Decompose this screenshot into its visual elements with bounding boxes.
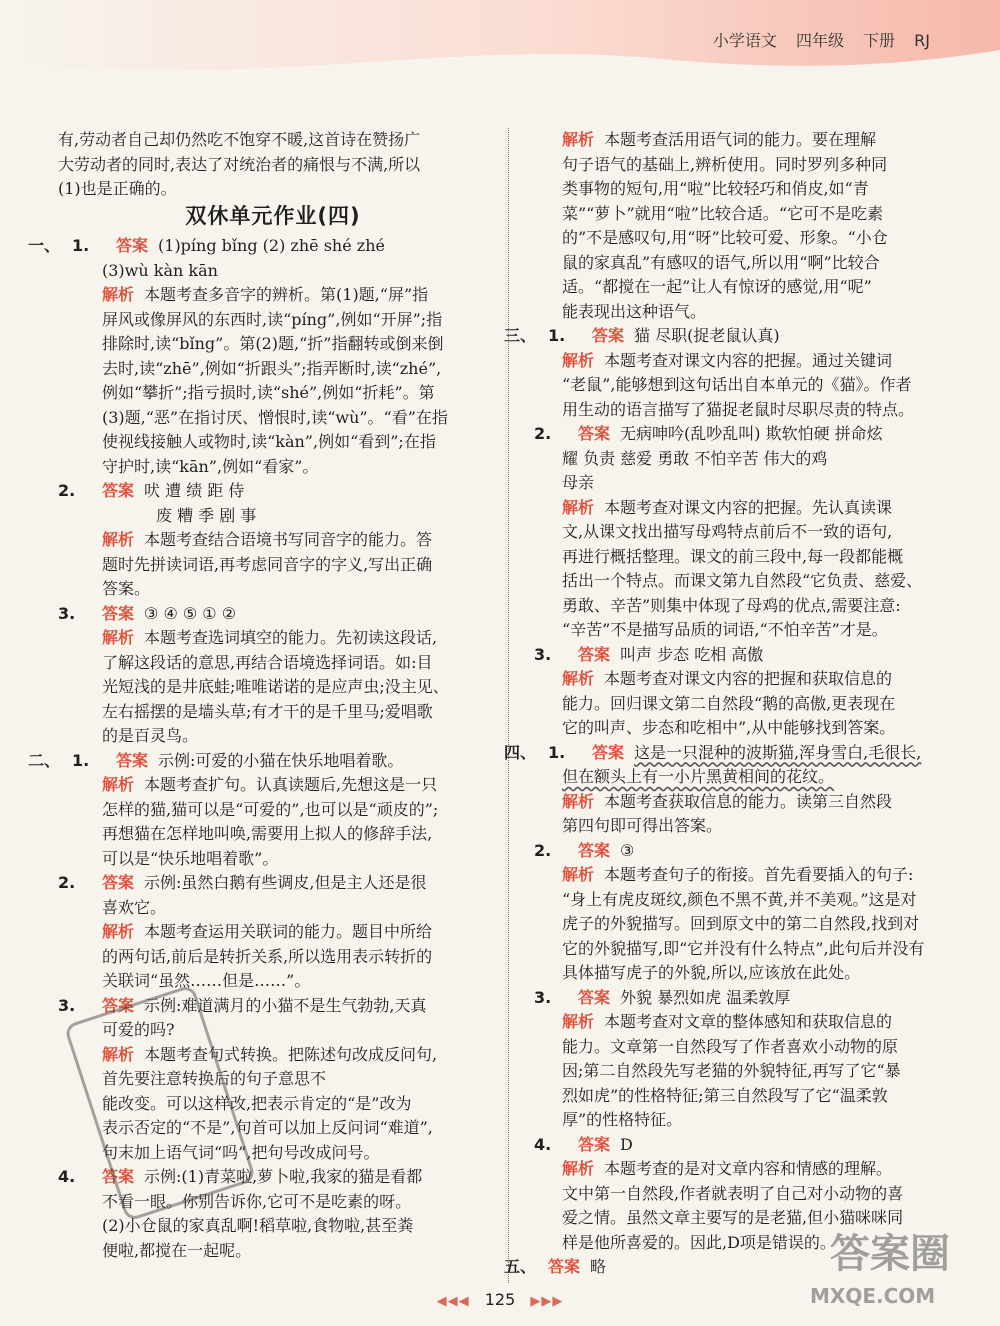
analysis-line: 本题考查获取信息的能力。读第三自然段 [604,791,893,811]
section-label-4: 四、 [504,742,537,762]
analysis-line: 答案。 [102,579,151,598]
answer-tag: 答案 [102,873,135,892]
analysis-tag: 解析 [102,922,135,941]
prev-arrows-icon: ◀◀◀ [436,1294,470,1309]
analysis-tag: 解析 [562,791,595,811]
q-num: 1. [548,742,566,762]
analysis-line: 去时,读“zhē”,例如“折跟头”;指弄断时,读“zhé”, [102,358,442,378]
answer-text: 母亲 [562,473,595,492]
analysis-line: 本题考查运用关联词的能力。题目中所给 [144,922,433,941]
analysis-line: 用生动的语言描写了猫捉老鼠时尽职尽责的特点。 [562,399,915,419]
q-num: 3. [534,987,552,1007]
answer-text: 耀 负责 慈爱 勇敢 不怕辛苦 伟大的鸡 [562,448,828,468]
section-title: 双休单元作业(四) [185,203,361,228]
answer-tag: 答案 [116,750,149,770]
left-lead-2: 大劳动者的同时,表达了对统治者的痛恨与不满,所以 [58,154,421,174]
answer-tag: 答案 [102,603,135,623]
analysis-line: 句子语气的基础上,辨析使用。同时罗列多种同 [562,154,888,174]
answer-text: (3)wù kàn kān [102,260,218,280]
analysis-line: 本题考查对课文内容的把握。通过关键词 [604,350,893,370]
answer-text: 喜欢它。 [102,897,167,917]
answer-tag: 答案 [592,326,625,345]
analysis-tag: 解析 [102,285,135,304]
answer-tag: 答案 [578,840,611,860]
analysis-line: 本题考查活用语气词的能力。要在理解 [604,130,877,149]
analysis-tag: 解析 [562,130,595,149]
analysis-line: 因;第二自然段先写老猫的外貌特征,再写了它“暴 [562,1061,901,1080]
answer-text: 叫声 步态 吃相 高傲 [620,644,764,664]
answer-text: 示例:难道满月的小猫不是生气勃勃,天真 [144,995,427,1015]
answer-text: 示例:可爱的小猫在快乐地唱着歌。 [158,750,404,770]
section-label-1: 一、 [28,236,61,255]
answer-tag: 答案 [548,1257,581,1276]
analysis-line: 怎样的猫,猫可以是“可爱的”,也可以是“顽皮的”; [102,799,439,819]
answer-text: 示例:虽然白鹅有些调皮,但是主人还是很 [144,873,427,892]
analysis-line: 菜”“萝卜”就用“啦”比较合适。“它可不是吃素 [562,203,884,223]
analysis-line: 使视线接触人或物时,读“kàn”,例如“看到”;在指 [102,432,436,451]
q-num: 1. [548,326,566,345]
analysis-tag: 解析 [102,628,135,647]
q-num: 3. [534,644,552,664]
answer-text: 无病呻吟(乱吵乱叫) 欺软怕硬 拼命炫 [620,424,883,443]
analysis-tag: 解析 [562,669,595,688]
answer-text: 但在额头上有一小片黑黄相间的花纹。 [562,767,835,786]
analysis-line: 第四句即可得出答案。 [562,816,723,835]
analysis-line: 关联词“虽然……但是……”。 [102,971,311,990]
analysis-line: 能力。文章第一自然段写了作者喜欢小动物的原 [562,1036,899,1056]
analysis-line: 本题考查句子的衔接。首先看要插入的句子: [604,865,914,884]
analysis-line: 勇敢、辛苦”则集中体现了母鸡的优点,需要注意: [562,595,901,615]
analysis-line: 首先要注意转换后的句子意思不 [102,1069,327,1088]
answer-text: 可爱的吗? [102,1020,175,1039]
analysis-line: 括出一个特点。而课文第九自然段“它负责、慈爱、 [562,571,923,590]
q-num: 1. [72,236,90,255]
q-num: 3. [58,995,76,1015]
next-arrows-icon: ▶▶▶ [530,1294,564,1309]
analysis-line: 适。“都搅在一起”让人有惊讶的感觉,用“呢” [562,277,872,296]
analysis-line: 排除时,读“bǐng”。第(2)题,“折”指翻转或倒来倒 [102,334,444,353]
answer-text: 外貌 暴烈如虎 温柔敦厚 [620,987,791,1007]
page-footer [0,1290,1000,1309]
answer-text: 略 [590,1257,607,1276]
header-edition: RJ [914,31,930,50]
q-num: 2. [58,873,76,892]
analysis-line: 能力。回归课文第二自然段“鹅的高傲,更表现在 [562,693,896,713]
analysis-line: 具体描写虎子的外貌,所以,应该放在此处。 [562,963,861,982]
analysis-line: “老鼠”,能够想到这句话出自本单元的《猫》。作者 [562,375,912,394]
analysis-line: (3)题,“恶”在指讨厌、憎恨时,读“wù”。“看”在指 [102,407,448,427]
analysis-line: 屏风或像屏风的东西时,读“píng”,例如“开屏”;指 [102,309,443,329]
analysis-tag: 解析 [562,497,595,517]
answer-tag: 答案 [592,742,625,762]
analysis-tag: 解析 [562,1159,595,1178]
analysis-line: 了解这段话的意思,再结合语境选择词语。如:目 [102,652,433,672]
analysis-line: 再进行概括整理。课文的前三段中,每一段都能概 [562,546,904,566]
section-label-3: 三、 [504,326,537,345]
analysis-line: 的两句话,前后是转折关系,所以选用表示转折的 [102,946,433,966]
answer-text: D [620,1134,633,1154]
analysis-line: 例如“攀折”;指亏损时,读“shé”,例如“折耗”。第 [102,383,435,402]
analysis-line: 本题考查对课文内容的把握和获取信息的 [604,669,893,688]
analysis-tag: 解析 [562,865,595,884]
analysis-line: 本题考查结合语境书写同音字的能力。答 [144,530,433,549]
answer-text: 废 糟 季 剧 事 [156,505,257,525]
analysis-tag: 解析 [562,1012,595,1031]
analysis-line: 表示否定的“不是”,句首可以加上反问词“难道”, [102,1118,433,1137]
answer-tag: 答案 [102,1167,135,1186]
analysis-line: 的是百灵鸟。 [102,726,199,745]
analysis-line: 文中第一自然段,作者就表明了自己对小动物的喜 [562,1183,904,1203]
analysis-line: 文,从课文找出描写母鸡特点前后不一致的语句, [562,522,893,541]
q-num: 3. [58,603,76,623]
page-number: 125 [484,1290,516,1309]
section-label-5: 五、 [504,1257,537,1276]
analysis-line: 能表现出这种语气。 [562,301,707,321]
q-num: 2. [534,424,552,443]
analysis-line: 本题考查扩句。认真读题后,先想这是一只 [144,775,438,794]
analysis-line: “辛苦”不是描写品质的词语,“不怕辛苦”才是。 [562,620,888,639]
analysis-line: 烈如虎”的性格特征;第三自然段写了它“温柔敦 [562,1085,888,1105]
answer-text: ③ [620,840,635,860]
watermark-logo: 答案圈 [830,1231,950,1277]
answer-tag: 答案 [578,987,611,1007]
answer-tag: 答案 [578,1134,611,1154]
answer-tag: 答案 [578,644,611,664]
analysis-line: 类事物的短句,用“啦”比较轻巧和俏皮,如“青 [562,179,869,198]
left-lead-1: 有,劳动者自己却仍然吃不饱穿不暖,这首诗在赞扬广 [58,130,421,149]
left-lead-3: (1)也是正确的。 [58,179,177,198]
header-subject: 小学语文 [712,31,777,50]
analysis-line: 它的外貌描写,即“它并没有什么特点”,此句后并没有 [562,938,925,958]
analysis-line: 左右摇摆的是墙头草;有才干的是千里马;爱唱歌 [102,701,433,721]
analysis-line: 守护时,读“kān”,例如“看家”。 [102,456,319,476]
analysis-line: 能改变。可以这样改,把表示肯定的“是”改为 [102,1093,412,1113]
analysis-tag: 解析 [102,530,135,549]
analysis-line: 的”不是感叹句,用“呀”比较可爱、形象。“小仓 [562,228,888,247]
analysis-line: 句末加上语气词“吗”,把句号改成问号。 [102,1142,380,1162]
analysis-tag: 解析 [562,350,595,370]
q-num: 2. [534,840,552,860]
analysis-line: 再想猫在怎样地叫唤,需要用上拟人的修辞手法, [102,824,433,843]
header-meta [699,28,930,51]
answer-text: ③ ④ ⑤ ① ② [144,603,237,623]
header-term: 下册 [863,31,896,50]
section-label-2: 二、 [28,750,61,770]
answer-tag: 答案 [102,481,135,500]
analysis-line: 虎子的外貌描写。回到原文中的第二自然段,找到对 [562,914,920,933]
column-divider [508,128,509,1283]
answer-text: 吠 遭 绩 距 侍 [144,481,245,500]
answer-text: 示例:(1)青菜啦,萝卜啦,我家的猫是看都 [144,1167,423,1186]
answer-text: (2)小仓鼠的家真乱啊!稻草啦,食物啦,甚至粪 [102,1216,414,1235]
answer-tag: 答案 [578,424,611,443]
watermark-url: MXQE.COM [810,1284,936,1308]
analysis-line: 题时先拼读词语,再考虑同音字的字义,写出正确 [102,554,433,574]
answer-text: (1)píng bǐng (2) zhē shé zhé [158,236,385,255]
analysis-line: 本题考查句式转换。把陈述句改成反问句, [144,1044,438,1064]
analysis-line: 本题考查对课文内容的把握。先认真读课 [604,497,893,517]
answer-tag: 答案 [116,236,149,255]
answer-tag: 答案 [102,995,135,1015]
analysis-line: 厚”的性格特征。 [562,1110,683,1129]
q-num: 4. [534,1134,552,1154]
analysis-line: 本题考查对文章的整体感知和获取信息的 [604,1012,893,1031]
right-column [504,128,964,1280]
analysis-line: 可以是“快乐地唱着歌”。 [102,848,279,868]
analysis-line: 它的叫声、步态和吃相中”,从中能够找到答案。 [562,718,896,737]
q-num: 2. [58,481,76,500]
analysis-line: “身上有虎皮斑纹,颜色不黑不黄,并不美观。”这是对 [562,889,917,909]
analysis-line: 样是他所喜爱的。因此,D项是错误的。 [562,1232,836,1252]
analysis-line: 本题考查的是对文章内容和情感的理解。 [604,1159,893,1178]
analysis-line: 本题考查多音字的辨析。第(1)题,“屏”指 [144,285,429,304]
q-num: 1. [72,750,90,770]
analysis-line: 本题考查选词填空的能力。先初读这段话, [144,628,438,647]
analysis-line: 鼠的家真乱”有感叹的语气,所以用“啊”比较合 [562,252,880,272]
answer-text: 便啦,都搅在一起呢。 [102,1240,252,1260]
q-num: 4. [58,1167,76,1186]
header-grade: 四年级 [795,31,844,50]
answer-text: 这是一只混种的波斯猫,浑身雪白,毛很长, [634,742,922,762]
analysis-tag: 解析 [102,775,135,794]
analysis-line: 光短浅的是井底蛙;唯唯诺诺的是应声虫;没主见、 [102,677,449,696]
analysis-line: 爱之情。虽然文章主要写的是老猫,但小猫咪咪同 [562,1208,904,1227]
answer-text: 猫 尽职(捉老鼠认真) [634,326,780,345]
answer-text: 不看一眼。你别告诉你,它可不是吃素的呀。 [102,1191,412,1211]
analysis-tag: 解析 [102,1044,135,1064]
